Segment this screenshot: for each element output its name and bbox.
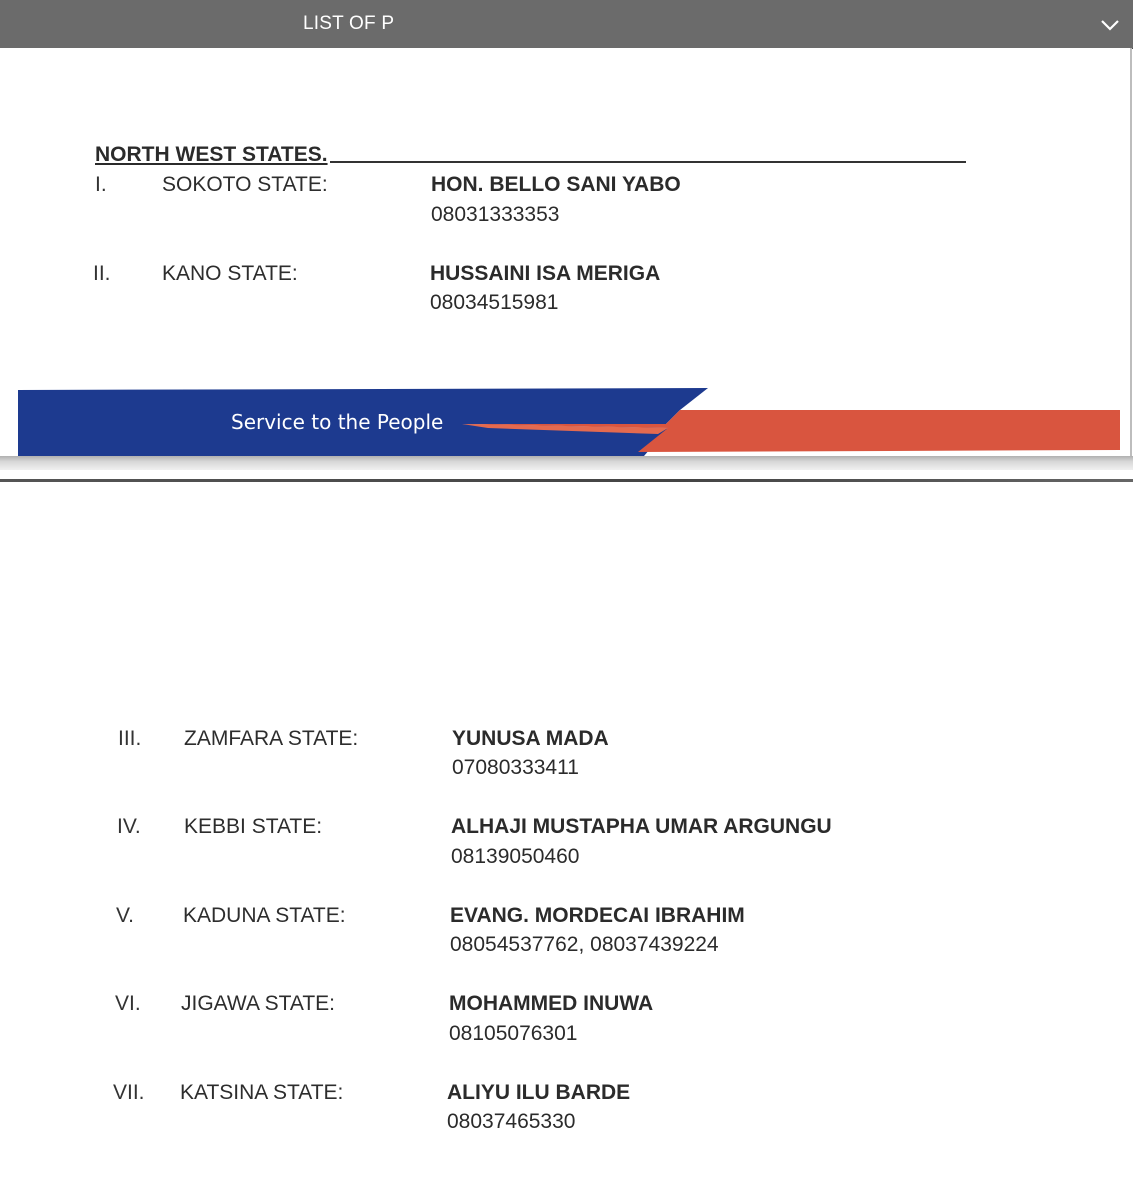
state-label: JIGAWA STATE: [181, 992, 336, 1015]
entry-number: IV. [117, 815, 141, 838]
entry-number: VII. [113, 1081, 145, 1104]
section-heading: NORTH WEST STATES. [95, 143, 328, 166]
chevron-down-icon[interactable] [1099, 14, 1121, 36]
state-label: KANO STATE: [162, 262, 298, 285]
entry-number: I. [95, 173, 107, 196]
entry-number: V. [116, 904, 134, 927]
state-label: KADUNA STATE: [183, 904, 346, 927]
phone-number: 08139050460 [451, 845, 580, 868]
section-underline [330, 161, 966, 163]
state-label: SOKOTO STATE: [162, 173, 328, 196]
entry-number: II. [93, 262, 111, 285]
representative-name: MOHAMMED INUWA [449, 992, 654, 1015]
state-label: ZAMFARA STATE: [184, 727, 359, 750]
representative-name: HUSSAINI ISA MERIGA [430, 262, 661, 285]
state-label: KATSINA STATE: [180, 1081, 344, 1104]
phone-number: 07080333411 [452, 756, 579, 779]
entry-number: III. [118, 727, 142, 750]
phone-number: 08037465330 [447, 1110, 576, 1133]
footer-banner [18, 388, 1120, 458]
phone-number: 08031333353 [431, 203, 560, 226]
page-gap [0, 456, 1133, 470]
banner-slogan: Service to the People [231, 410, 444, 434]
phone-number: 08034515981 [430, 291, 559, 314]
phone-number: 08105076301 [449, 1022, 578, 1045]
representative-name: ALIYU ILU BARDE [447, 1081, 631, 1104]
entry-number: VI. [115, 992, 141, 1015]
viewer-toolbar [0, 0, 1133, 49]
phone-number: 08054537762, 08037439224 [450, 933, 719, 956]
representative-name: YUNUSA MADA [452, 727, 609, 750]
representative-name: EVANG. MORDECAI IBRAHIM [450, 904, 745, 927]
state-label: KEBBI STATE: [184, 815, 323, 838]
representative-name: ALHAJI MUSTAPHA UMAR ARGUNGU [451, 815, 832, 838]
representative-name: HON. BELLO SANI YABO [431, 173, 681, 196]
document-title: LIST OF P [303, 13, 395, 34]
page-edge [0, 470, 1133, 484]
